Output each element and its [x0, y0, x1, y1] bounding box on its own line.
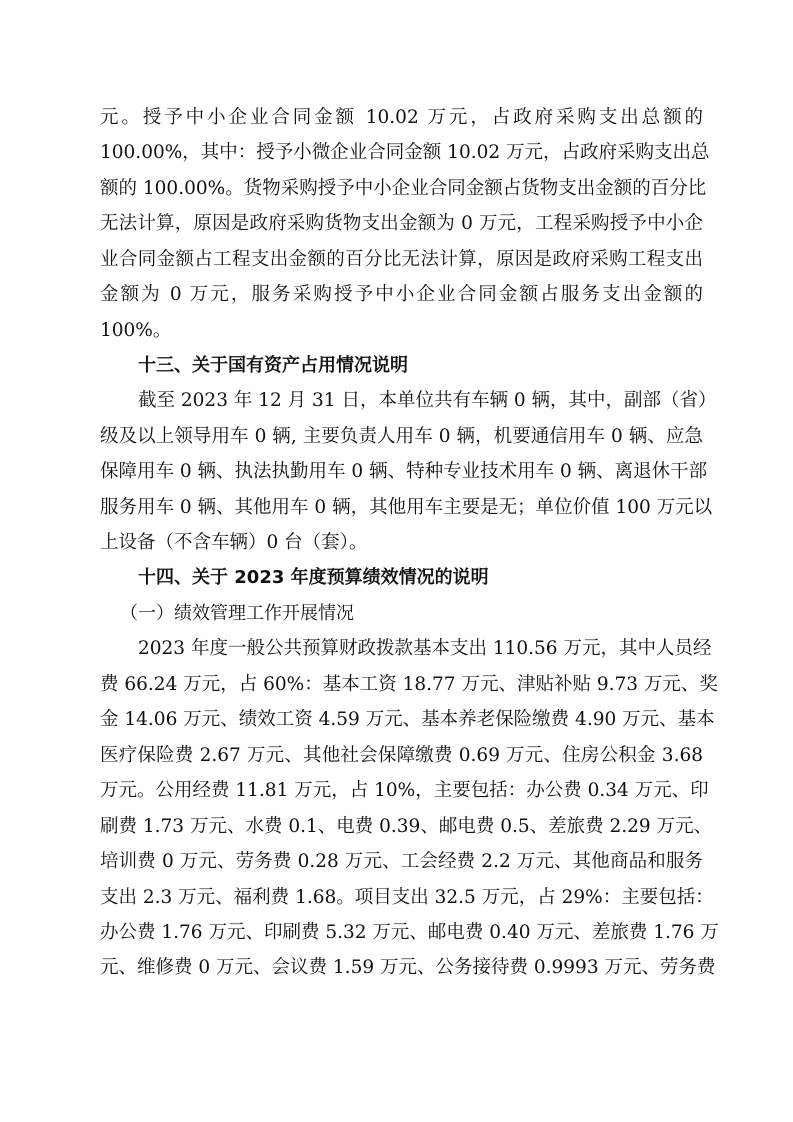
- text-line: 100.00%，其中：授予小微企业合同金额 10.02 万元，占政府采购支出总: [100, 142, 710, 163]
- text-line: 额的 100.00%。货物采购授予中小企业合同金额占货物支出金额的百分比: [100, 178, 707, 199]
- text-line: 万元。公用经费 11.81 万元，占 10%，主要包括：办公费 0.34 万元、印: [100, 780, 709, 801]
- text-line: 上设备（不含车辆）0 台（套）。: [100, 532, 368, 553]
- text-line: 无法计算，原因是政府采购货物支出金额为 0 万元，工程采购授予中小企: [100, 213, 703, 234]
- text-line: 办公费 1.76 万元、印刷费 5.32 万元、邮电费 0.40 万元、差旅费 1.76 万: [100, 922, 719, 943]
- text-line: 100%。: [100, 320, 172, 341]
- text-line: 费 66.24 万元，占 60%：基本工资 18.77 万元、津贴补贴 9.73 万元、奖: [100, 674, 718, 695]
- text-line: 截至 2023 年 12 月 31 日，本单位共有车辆 0 辆，其中，副部（省）: [138, 390, 717, 411]
- section-heading: 十四、关于 2023 年度预算绩效情况的说明: [138, 567, 489, 588]
- text-line: 培训费 0 万元、劳务费 0.28 万元、工会经费 2.2 万元、其他商品和服务: [100, 851, 703, 872]
- section-heading: 十三、关于国有资产占用情况说明: [138, 355, 408, 376]
- text-line: 医疗保险费 2.67 万元、其他社会保障缴费 0.69 万元、住房公积金 3.68: [100, 745, 703, 766]
- text-line: 服务用车 0 辆、其他用车 0 辆，其他用车主要是无；单位价值 100 万元以: [100, 497, 713, 518]
- text-line: 元、维修费 0 万元、会议费 1.59 万元、公务接待费 0.9993 万元、劳务费: [100, 957, 716, 978]
- text-line: 2023 年度一般公共预算财政拨款基本支出 110.56 万元，其中人员经: [138, 638, 712, 659]
- text-line: 元。授予中小企业合同金额 10.02 万元，占政府采购支出总额的: [100, 107, 703, 128]
- text-line: 级及以上领导用车 0 辆, 主要负责人用车 0 辆，机要通信用车 0 辆、应急: [100, 426, 703, 447]
- text-line: 金 14.06 万元、绩效工资 4.59 万元、基本养老保险缴费 4.90 万元、基本: [100, 709, 715, 730]
- text-line: 保障用车 0 辆、执法执勤用车 0 辆、特种专业技术用车 0 辆、离退休干部: [100, 461, 708, 482]
- text-line: 支出 2.3 万元、福利费 1.68。项目支出 32.5 万元，占 29%：主要包括：: [100, 887, 714, 908]
- text-line: 刷费 1.73 万元、水费 0.1、电费 0.39、邮电费 0.5、差旅费 2.29 万元、: [100, 816, 713, 837]
- text-line: 业合同金额占工程支出金额的百分比无法计算，原因是政府采购工程支出: [100, 249, 703, 270]
- text-line: 金额为 0 万元，服务采购授予中小企业合同金额占服务支出金额的: [100, 284, 703, 305]
- subsection-heading: （一）绩效管理工作开展情况: [120, 603, 354, 624]
